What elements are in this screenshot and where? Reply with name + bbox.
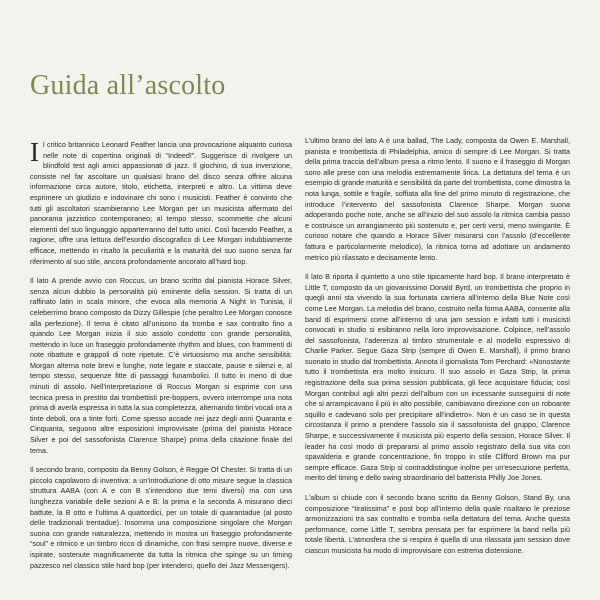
paragraph: L’ultimo brano del lato A è una ballad, The Lady, composta da Owen E. Marshall, pianista e trombettista di Philadelphia, amico di sempre di Lee Morgan. Si tratta della prima traccia dell’album presa a ritmo lento. Il suono e il fraseggio di Morgan sono alle prese con una melodia estremamente lirica. La dettatura del tema è un esempio di grande maturità e sensibilità da parte del trombettista, come dimostra la nota lunga, sottile e fragile, soffiata alla fine del primo minuto di registrazione, che introduce l’intervento del sassofonista Clarence Sharpe. Morgan suona adoperando poche note, anche se all’inizio del suo assolo la ritmica cambia passo e costruisce un arrangiamento più sostenuto e, per certi versi, meno swingante. È curioso notare che quando a Horace Silver misurarsi con l’assolo (d’eccellente fattura e particolarmente melodico), la ritmica torna ad adottare un andamento metrico più rilassato e decisamente lento. xyxy=(305,136,570,262)
page-title: Guida all’ascolto xyxy=(30,70,226,101)
paragraph: Il lato A prende avvio con Roccus, un brano scritto dal pianista Horace Silver, senza alcun dubbio la personalità più eminente della session. Si tratta di un raffinato latin in scala minore, che evoca alla memoria A Night In Tunisia, il celeberrimo brano composto da Dizzy Gillespie (che peraltro Lee Morgan conosce alla perfezione). Il tema è citato all’unisono da tromba e sax contralto fino a quando Lee Morgan inizia il suo assolo condotto con grande personalità, mettendo in luce un fraseggio profondamente rhythm and blues, con frammenti di note ribattute e grappoli di note ripetute. C’è virtuosismo ma anche sensibilità: Morgan alterna note brevi e lunghe, note legate e staccate, pause e silenzi e, al tempo stesso, sequenze fitte di passaggi funambolici. Il tutto in meno di due minuti di assolo. Nell’interpretazione di Roccus Morgan si esprime con una tecnica presa in prestito dai trombettisti pre-boppers, ovvero interrompe una nota prima di averla espressa in tutta la sua completezza, alternando timbri vocali ora a tinte deboli, ora a tinte forti. Come spesso accade nei jazz degli anni Quaranta e Cinquanta, seguono altre esposizioni improvvisate (prima del pianista Horace Silver e poi del sassofonista Clarence Sharpe) prima della citazione finale del tema. xyxy=(30,276,292,455)
left-column xyxy=(30,137,292,580)
right-column xyxy=(305,136,570,566)
paragraph: Il secondo brano, composto da Benny Golson, è Reggie Of Chester. Si tratta di un piccolo capolavoro di inventiva: a un’introduzione di otto misure segue la classica struttura AABA (con A e con B s’intendono due temi diversi) ma con una lunghezza variabile delle sezioni A e B: la prima e la seconda A misurano dieci battute, la B otto e l’ultima A quattordici, per un totale di quarantadue (al posto delle tradizionali trentadue). Insomma una composizione singolare che Morgan suona con grande naturalezza, mettendo in mostra un fraseggio profondamente “soul” e ritmico e un timbro ricco di dinamiche, con frasi sempre nuove, diverse e ispirate, sostenute magnificamente da tutta la ritmica che spinge su un timing pazzesco nel classico stile hard bop (per intenderci, quello dei Jazz Messengers). xyxy=(30,465,292,570)
drop-cap: I xyxy=(30,137,39,167)
paragraph-text: l critico britannico Leonard Feather lancia una provocazione alquanto curiosa nelle note di copertina originali di “Indeed!”. Suggerisce di rivolgere un blindfold test agli amici appassionati di jazz. Il giochino, di sua invenzione, consiste nel far ascoltare un qualsiasi brano del disco senza offrire alcuna informazione circa autore, titolo, etichetta, interpreti e altro. La vittima deve esprimere un giudizio e indovinare chi sono i musicisti. Feather è convinto che tutti gli ascoltatori scambieranno Lee Morgan per un musicista affermato del panorama jazzistico contemporaneo; al tempo stesso, scommette che alcuni elementi del suo linguaggio apparterranno del tutto unici. Così facendo Feather, a ragione, offre una lettura dell’esordio discografico di Lee Morgan indubbiamente efficace, mettendo in risalto la peculiarità e la maturità del suo suono senza far riferimento al suo stile, ancora profondamente ancorato all’hard bop. xyxy=(30,140,292,266)
paragraph: Il lato B riporta il quintetto a uno stile tipicamente hard bop. Il brano interpretato è Little T, composto da un giovanissimo Donald Byrd, un trombettista che proprio in quegli anni sta vivendo la sua fortunata carriera all’interno della Blue Note così come Lee Morgan. La melodia del brano, costruito nella forma AABA, consente alla band di esprimersi come all’interno di una jam session e infatti tutti i musicisti convocati in studio si esibiranno nella loro improvvisazione. Colpisce, nell’assolo del sassofonista, l’aderenza al timbro strumentale e al modello espressivo di Charlie Parker. Segue Gaza Strip (sempre di Owen E. Marshall), il primo brano suonato in studio dal trombettista. Annota il giornalista Tom Perchard: «Nonostante tutto il trombettista era molto insicuro. Il suo assolo in Gaza Strip, la prima registrazione della sua prima session pubblicata, gli fece acquistare fiducia; così Morgan contribuì agli altri pezzi dell’album con un incessante susseguirsi di note che si arrampicavano il più in alto possibile, cambiavano direzione con un roboante squillo e cadevano solo per precipitare all’indietro». Non è un caso se in questa circostanza il primo a prendere l’assolo sia il sassofonista del gruppo, Clarence Sharpe, e successivamente il musicista più esperto della session, Horace Silver. Il leader ha così modo di prepararsi al primo assolo registrato della sua vita con spavalderia e grande concentrazione, fin troppo in stile Clifford Brown ma pur sempre efficace. Gaza Strip si contraddistingue inoltre per un’esecuzione perfetta, merito del timing e dello swing straordinario del batterista Philly Joe Jones. xyxy=(305,272,570,483)
paragraph: L’album si chiude con il secondo brano scritto da Benny Golson, Stand By, una composizione “tiratissima” e post bop all’interno della quale risaltano le preziose armonizzazioni tra sax contralto e tromba nella dettatura del tema. Anche questa performance, come Little T, sembra pensata per far esprimere la band nella più totale libertà. L’atmosfera che si respira è quella di una rilassata jam session dove ciascun musicista ha modo di improvvisare con estrema distensione. xyxy=(305,493,570,555)
paragraph xyxy=(30,137,292,267)
